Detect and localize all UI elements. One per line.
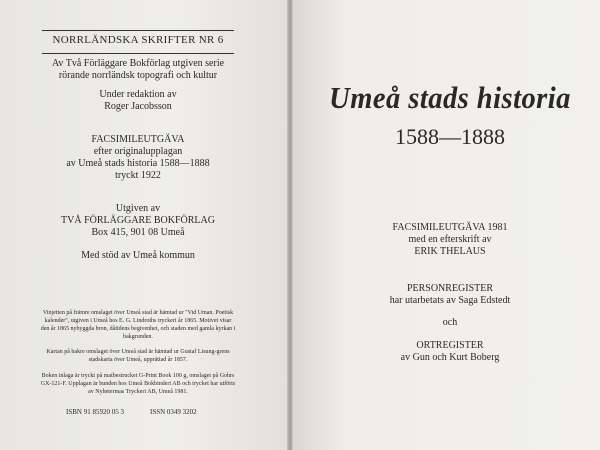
series-description-line-1: Av Två Förläggare Bokförlag utgiven serie	[51, 58, 225, 69]
person-register-author: har utarbetats av Saga Edstedt	[389, 295, 511, 306]
editor-name: Roger Jacobsson	[104, 101, 172, 112]
series-title: NORRLÄNDSKA SKRIFTER NR 6	[52, 34, 224, 46]
facsimile-heading: FACSIMILEUTGÄVA	[91, 134, 185, 145]
isbn: ISBN 91 85920 05 3	[66, 408, 124, 416]
book-gutter	[287, 0, 293, 450]
facsimile-line-4: tryckt 1922	[115, 170, 161, 181]
print-note: Boken inlaga är tryckt på matbestrucket G-Print Book 100 g, omslaget på Gohrs GX-121-F. Upplagan är bunden hos Umeå Bokbinderi AB och trycket har utförts av Nyhetermas Tryckeri AB, Umeå 1981.	[40, 373, 236, 396]
support-line: Med stöd av Umeå kommun	[81, 250, 195, 261]
publisher-name: TVÅ FÖRLÄGGARE BOKFÖRLAG	[61, 215, 215, 226]
publisher-address: Box 415, 901 08 Umeå	[91, 227, 185, 238]
afterword-author: ERIK THELAUS	[414, 246, 486, 257]
person-register-heading: PERSONREGISTER	[406, 283, 494, 294]
facsimile-line-2: efter originalupplagan	[93, 146, 183, 157]
publisher-label: Utgiven av	[115, 203, 161, 214]
afterword-label: med en efterskrift av	[408, 234, 492, 245]
series-description-line-2: rörande norrländsk topografi och kultur	[58, 70, 218, 81]
editor-label: Under redaktion av	[99, 89, 177, 100]
place-register-authors: av Gun och Kurt Boberg	[400, 352, 500, 363]
book-title: Umeå stads historia	[329, 80, 571, 115]
map-note: Kartan på bakre omslaget över Umeå stad är hämtad ur Gustaf Lisung-grens stadskarta över Umeå, upprättad år 1857.	[46, 349, 230, 364]
book-years: 1588—1888	[395, 124, 505, 149]
conjunction: och	[442, 317, 458, 328]
facsimile-line-3: av Umeå stads historia 1588—1888	[66, 158, 210, 169]
issn: ISSN 0349 3202	[150, 408, 197, 416]
place-register-heading: ORTREGISTER	[416, 340, 484, 351]
facsimile-edition: FACSIMILEUTGÄVA 1981	[392, 222, 508, 233]
vignette-note: Vinjetten på främre omslaget över Umeå stad är hämtad ur "Vid Uman. Poetisk kalender", utgiven i Umeå hos E. G. Lindroths tryckeri år 1865. Motivet visar den år 1865 nybyggda bron, dåtidens begivenhet, och staden med gamla kyrkan i bakgrunden.	[40, 310, 236, 341]
